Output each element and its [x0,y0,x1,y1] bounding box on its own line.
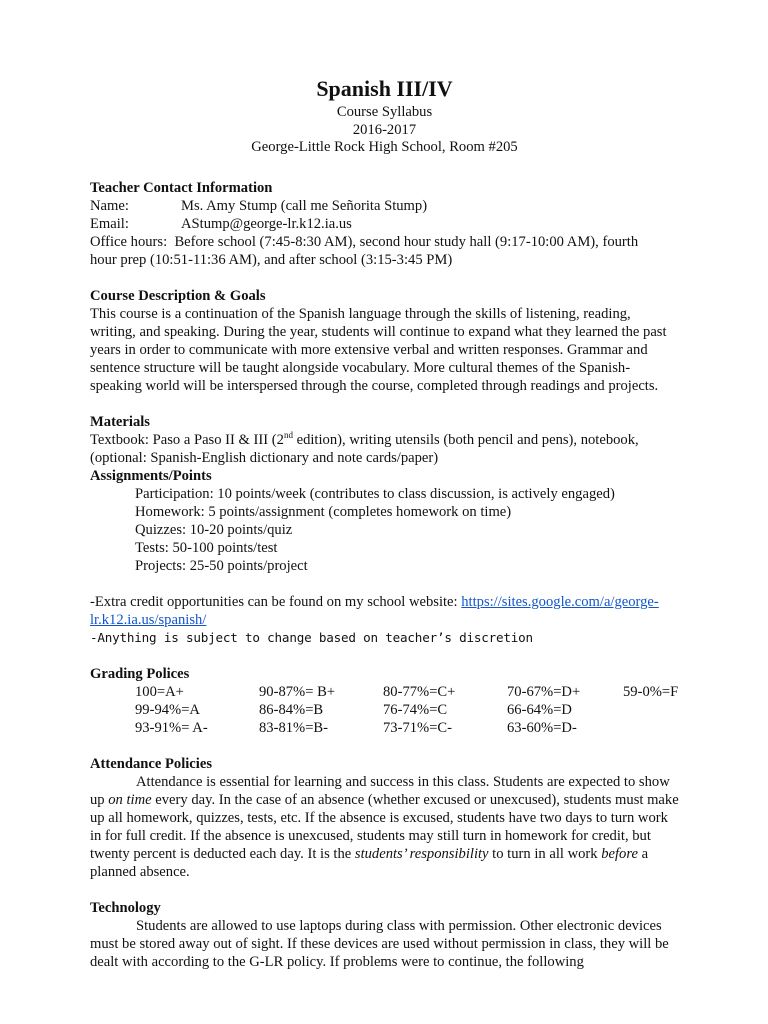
grading-table [135,683,678,737]
assignment-item: Homework: 5 points/assignment (completes homework on time) [135,503,512,520]
edition-superscript: nd [283,429,293,440]
materials-text-end: edition), writing utensils (both pencil and pens), notebook, (optional: Spanish-English dictionary and note cards/paper) [90,431,639,466]
assignment-item: Projects: 25-50 points/project [135,557,308,574]
grade-cell: 100=A+ [135,683,184,700]
grade-cell: 76-74%=C [383,701,448,718]
school-room: George-Little Rock High School, Room #205 [251,139,518,155]
grade-cell: 73-71%=C- [383,719,453,736]
description-section [90,287,679,395]
materials-heading: Materials [90,413,150,430]
contact-name-row [90,197,679,215]
contact-email-row [90,215,679,233]
grade-cell: 70-67%=D+ [507,683,581,700]
assignment-item: Quizzes: 10-20 points/quiz [135,521,293,538]
extra-credit-note [90,593,679,629]
materials-section [90,413,679,467]
header [90,0,679,157]
description-heading: Course Description & Goals [90,287,266,304]
school-website-link[interactable]: https://sites.google.com/a/george-lr.k12.ia.us/spanish/ [90,593,659,628]
grade-cell: 93-91%= A- [135,719,208,736]
materials-text [90,431,679,467]
assignment-item: Tests: 50-100 points/test [135,539,278,556]
attendance-text-part: to turn in all work [488,845,602,862]
contact-section [90,179,679,269]
grading-heading: Grading Polices [90,665,190,682]
grade-cell: 80-77%=C+ [383,683,456,700]
attendance-text-part: every day. In the case of an absence (whether excused or unexcused), students must make up all homework, quizzes, tests, etc. If the absence is excused, students have two days to turn work in for full credit. If the absence is unexcused, students may still turn in homework for credit, but twenty percent is deducted each day. It is the [90,791,679,862]
grade-cell: 83-81%=B- [259,719,329,736]
technology-text: Students are allowed to use laptops during class with permission. Other electronic devices must be stored away out of sight. If these devices are used without permission in class, they will be dealt with according to the G-LR policy. If problems were to continue, the following [90,917,669,970]
office-hours [90,233,679,269]
school-year: 2016-2017 [352,121,417,138]
name-label: Name: [90,197,129,214]
table-row [135,719,678,737]
grade-cell: 90-87%= B+ [259,683,336,700]
grade-cell: 86-84%=B [259,701,324,718]
email-label: Email: [90,215,129,232]
grading-section [90,665,679,737]
attendance-text-part: a planned absence. [90,845,649,880]
notes-section [90,593,679,647]
grade-cell: 66-64%=D [507,701,572,718]
assignments-section [90,467,679,575]
description-text: This course is a continuation of the Spanish language through the skills of listening, reading, writing, and speaking. During the year, students will continue to expand what they learned the past years in order to communicate with more extensive verbal and written responses. Grammar and sentence structure will be taught alongside vocabulary. More cultural themes of the Spanish-speaking world will be interspersed through the course, completed through readings and projects. [90,305,667,394]
table-row [135,683,678,701]
attendance-text [90,773,679,881]
grade-cell: 99-94%=A [135,701,200,718]
table-row [135,701,678,719]
page-title: Spanish III/IV [316,76,453,101]
discretion-note: -Anything is subject to change based on teacher’s discretion [90,629,533,645]
contact-heading: Teacher Contact Information [90,179,273,196]
office-hours-line1: Before school (7:45-8:30 AM), second hour study hall (9:17-10:00 AM), fourth [174,233,639,250]
name-value: Ms. Amy Stump (call me Señorita Stump) [181,197,428,214]
technology-heading: Technology [90,899,161,916]
extra-credit-text: -Extra credit opportunities can be found on my school website: [90,593,462,610]
grade-cell [623,701,678,719]
attendance-section [90,755,679,881]
office-hours-label: Office hours: [90,233,168,250]
grade-cell: 63-60%=D- [507,719,577,736]
subtitle: Course Syllabus [336,104,433,120]
attendance-heading: Attendance Policies [90,755,212,772]
assignments-heading: Assignments/Points [90,467,212,484]
materials-text-start: Textbook: Paso a Paso II & III (2 [90,431,284,448]
office-hours-line2: hour prep (10:51-11:36 AM), and after school (3:15-3:45 PM) [90,251,453,268]
attendance-emphasis: before [601,845,638,862]
attendance-emphasis: on time [108,791,152,808]
attendance-emphasis: students’ responsibility [354,845,489,862]
grade-cell [623,719,678,737]
technology-section [90,899,679,971]
email-value: AStump@george-lr.k12.ia.us [181,215,352,232]
attendance-text-part: Attendance is essential for learning and success in this class. Students are expected to show up [90,773,670,808]
grade-cell: 59-0%=F [623,683,679,700]
assignment-item: Participation: 10 points/week (contributes to class discussion, is actively engaged) [135,485,615,502]
